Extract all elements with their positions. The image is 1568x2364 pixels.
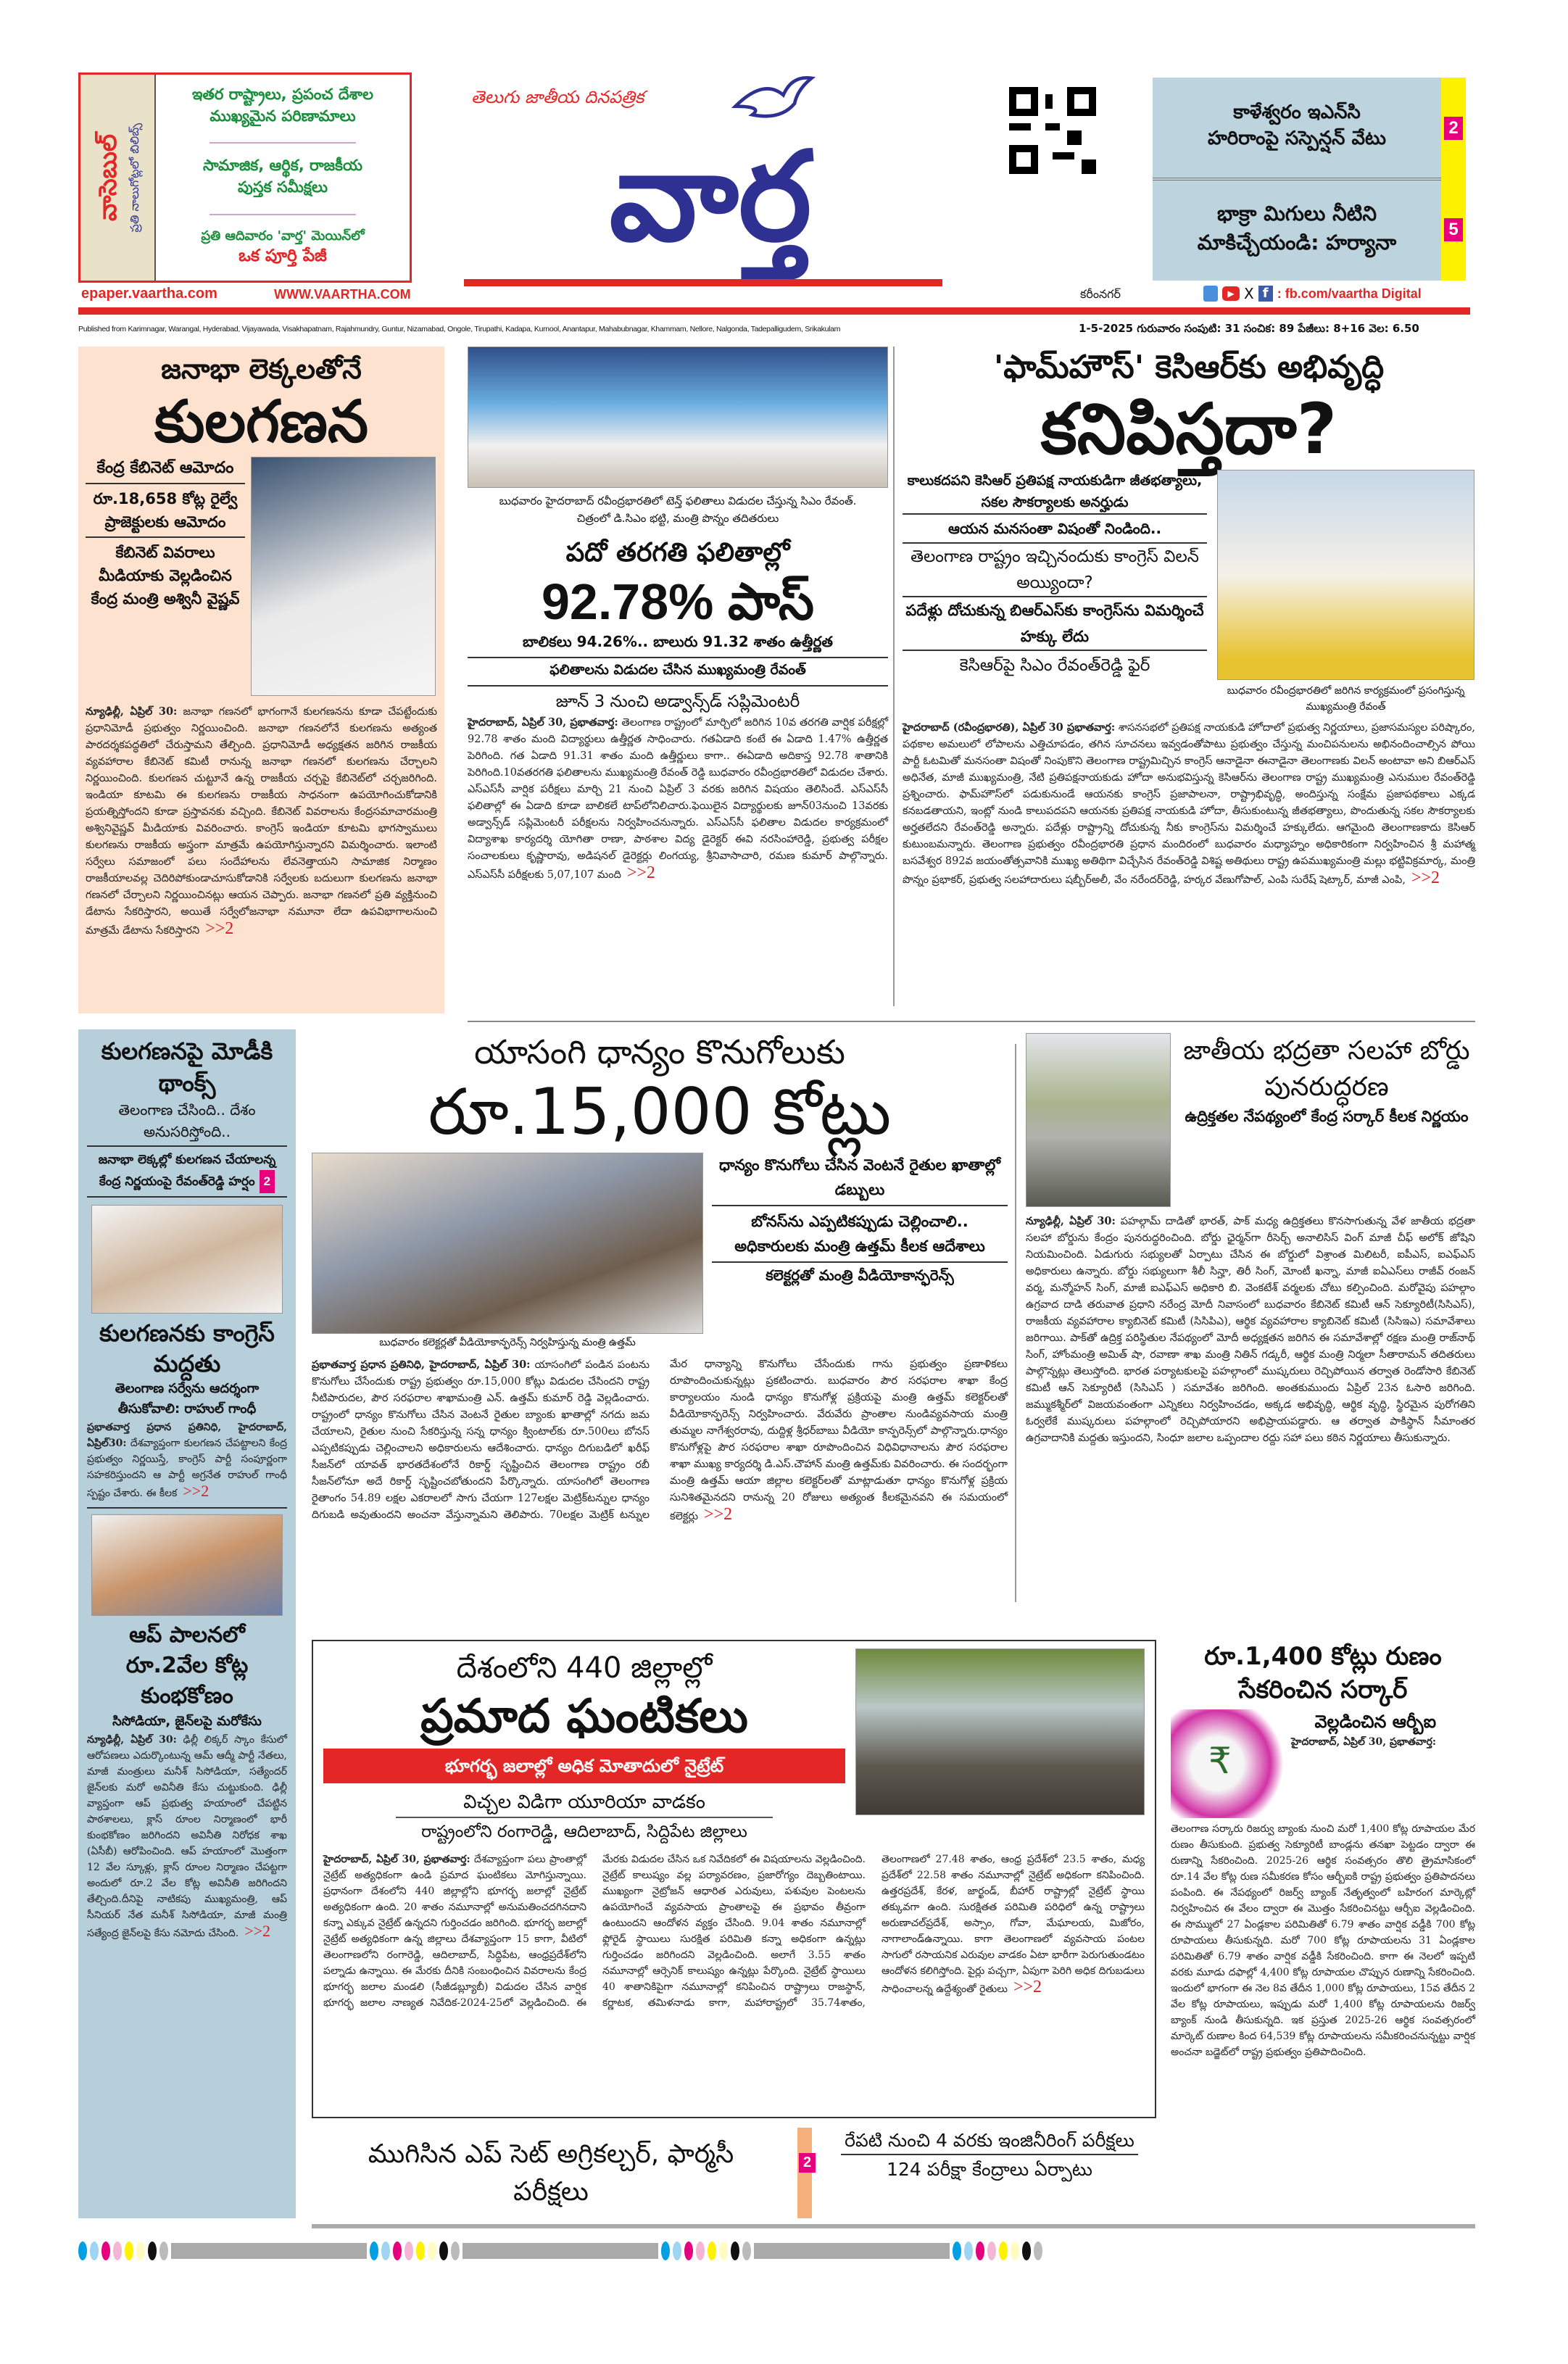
google-news-icon[interactable] xyxy=(1203,286,1218,302)
promo-line5: ప్రతి ఆదివారం 'వార్త' మెయిన్‌లో xyxy=(201,228,365,244)
water-pipe-photo xyxy=(855,1648,1145,1815)
minister-photo xyxy=(251,457,436,696)
engg-story[interactable] xyxy=(819,2128,1160,2218)
kcr-kicker: 'ఫామ్‌హౌస్' కెసిఆర్‌కు అభివృద్ధి xyxy=(993,349,1385,386)
edition-label: కరీంనగర్ xyxy=(1080,287,1121,301)
promo-line3: సామాజిక, ఆర్థిక, రాజకీయ xyxy=(202,157,363,175)
paddy-kicker: యాసంగి ధాన్యం కొనుగోలుకు xyxy=(474,1032,845,1071)
kcr-body xyxy=(903,719,1475,889)
sidebar-3-body xyxy=(87,1732,287,1941)
engg-headline: రేపటి నుంచి 4 వరకు ఇంజినీరింగ్ పరీక్షలు xyxy=(841,2128,1138,2155)
teaser-1-page[interactable]: 2 xyxy=(1444,117,1462,140)
ssc-continued-link[interactable]: >>2 xyxy=(626,863,655,882)
kcr-subhead: కెసిఆర్‌పై సిఎం రేవంత్‌రెడ్డి ఫైర్ xyxy=(959,656,1150,675)
color-registration-bar xyxy=(78,2240,1543,2262)
census-deck-2: రూ.18,658 కోట్ల రైల్వే ప్రాజెక్టులకు ఆమోదం xyxy=(86,484,245,538)
paddy-dateline: ప్రభాతవార్త ప్రధాన ప్రతినిధి, హైదరాబాద్, ఏప్రిల్ 30: xyxy=(312,1359,531,1371)
sidebar-3-dateline: న్యూఢిల్లీ, ఏప్రిల్ 30: xyxy=(87,1734,177,1746)
census-story xyxy=(78,347,444,1013)
eapcet-headline: ముగిసిన ఎప్ సెట్ అగ్రికల్చర్, ఫార్మసీ పరీక్షలు xyxy=(368,2139,734,2207)
ssc-photo-caption: బుధవారం హైదరాబాద్ రవీంద్రభారతిలో టెన్త్ ఫలితాలు విడుదల చేస్తున్న సిఎం రేవంత్. చిత్రంలో డి.సిఎం భట్టి, మంత్రి పొన్నం తదితరులు xyxy=(499,494,857,525)
teaser-2-line1: భాక్రా మిగులు నీటిని xyxy=(1216,202,1377,225)
ssc-subhead: జూన్ 3 నుంచి అడ్వాన్స్‌డ్ సప్లిమెంటరీ xyxy=(555,692,800,711)
paddy-body xyxy=(312,1356,1008,1525)
sidebar-2-body-text: దేశవ్యాప్తంగా కులగణన చేపట్టాలని కేంద్ర ప్రభుత్వం నిర్ణయిస్తే, కాంగ్రెస్ పార్టీ సంపూర్ణంగా సహకరిస్తుందని ఆ పార్టీ అగ్రనేత రాహుల్ గాంధీ స్పష్టం చేశారు. ఈ కీలక xyxy=(87,1438,288,1499)
promo-line6: ఒక పూర్తి పేజీ xyxy=(238,246,327,265)
alok-joshi-photo xyxy=(1026,1033,1171,1207)
kcr-deck-1: కాలుకదపని కెసిఆర్ ప్రతిపక్ష నాయకుడిగా జీతభత్యాలు, సకల సౌకర్యాలకు అనర్హుడు xyxy=(903,470,1207,515)
sidebar-2-body xyxy=(87,1419,287,1501)
paddy-deck-2: బోనస్‌ను ఎప్పటికప్పుడు చెల్లించాలి.. అధికారులకు మంత్రి ఉత్తమ్ కీలక ఆదేశాలు xyxy=(712,1206,1008,1263)
ssc-deck-1: బాలికలు 94.26%.. బాలురు 91.32 శాతం ఉత్తీర్ణత xyxy=(468,633,888,658)
nitrate-continued-link[interactable]: >>2 xyxy=(1013,1978,1042,1996)
census-body xyxy=(86,703,437,940)
sidebar xyxy=(78,1029,296,2218)
kcr-story xyxy=(903,347,1475,1013)
masthead-logo[interactable]: వార్త xyxy=(609,125,812,269)
teaser-2-line2: మాకిచ్చేయండి: హర్యానా xyxy=(1197,231,1397,254)
census-dateline: న్యూఢిల్లీ, ఏప్రిల్ 30: xyxy=(86,705,178,718)
nsab-dateline: న్యూఢిల్లీ, ఏప్రిల్ 30: xyxy=(1026,1215,1116,1227)
kcr-deck-3: తెలంగాణ రాష్ట్రం ఇచ్చినందుకు కాంగ్రెస్ విలన్ అయ్యిందా? xyxy=(903,544,1207,597)
paddy-deck-3: కలెక్టర్లతో మంత్రి వీడియోకాన్ఫరెన్స్ xyxy=(766,1266,954,1284)
kcr-deck-4: పదేళ్లు దోచుకున్న బిఆర్ఎస్‌కు కాంగ్రెస్‌ను విమర్శించే హక్కు లేదు xyxy=(903,597,1207,651)
nitrate-body-text: దేశవ్యాప్తంగా పలు ప్రాంతాల్లో నైట్రేట్ అత్యధికంగా ఉండి ప్రమాద ఘంటికలు మోగిస్తున్నాయి. ప్రధానంగా దేశంలోని 440 జిల్లాల్లోని భూగర్భ జలాల్లో నైట్రేట్ అత్యధికంగా ఉంది. 20 శాతం నమూనాల్లో అనుమతించదగినదాని కన్నా ఎక్కువ నైట్రేట్ ఉన్నదని గుర్తించడం జరిగింది. భూగర్భ జలాల్లో నైట్రేట్ అత్యధికంగా ఉన్న జిల్లాలు దేశవ్యాప్తంగా 15 కాగా, వీటిలో తెలంగాణలోని రంగారెడ్డి, ఆదిలాబాద్, సిద్ధిపేట, ఆంధ్రప్రదేశ్‌లోని పల్నాడు ఉన్నాయి. ఈ మేరకు దీనికి సంబంధించిన వివరాలను కేంద్ర భూగర్భ జలాల మండలి (సీజీడబ్ల్యూబీ) విడుదల చేసిన వార్షిక భూగర్భ జలాల నాణ్యత నివేదిక-2024-25లో వెల్లడించింది. ఈ మేరకు విడుదల చేసిన ఒక నివేదికలో ఈ విషయాలను వెల్లడించింది. నైట్రేట్ కాలుష్యం వల్ల పర్యావరణం, ప్రజారోగ్యం దెబ్బతింటాయి. ముఖ్యంగా నైట్రోజన్ ఆధారిత ఎరువులు, పశువుల పెంటలను ఉపయోగించే వ్యవసాయ ప్రాంతాలపై ఈ ప్రభావం తీవ్రంగా ఉంటుందని ఆందోళన వ్యక్తం చేసింది. 9.04 శాతం నమూనాల్లో ఫ్లోరైడ్ స్థాయిలు సురక్షిత పరిమితి కన్నా అధికంగా ఉన్నట్లు గుర్తించడం జరిగిందని వెల్లడించింది. అలాగే 3.55 శాతం నమూనాల్లో ఆర్సెనిక్ కాలుష్యం ఉన్నట్లు పేర్కొంది. నైట్రేట్ స్థాయిలు 40 శాతానికిపైగా నమూనాల్లో కనిపించిన రాష్ట్రాలు రాజస్థాన్, కర్ణాటక, తమిళనాడు కాగా, మహారాష్ట్రలో 35.74శాతం, తెలంగాణలో 27.48 శాతం, ఆంధ్ర ప్రదేశ్‌లో 23.5 శాతం, మధ్య ప్రదేశ్‌లో 22.58 శాతం నమూనాల్లో నైట్రేట్ అధికంగా కనిపించింది. ఉత్తరప్రదేశ్, కేరళ, జార్ఖండ్, బీహార్ రాష్ట్రాల్లో నైట్రేట్ స్థాయి తక్కువగా ఉంది. సురక్షితత పరిమితి పరిధిలో ఉన్న రాష్ట్రాలు అరుణాచల్‌ప్రదేశ్, అస్సాం, గోవా, మేఘాలయ, మిజోరం, నాగాలాండ్‌ఉన్నాయి. కాగా తెలంగాణలో వ్యవసాయ పంటల సాగులో రసాయనిక ఎరువుల వాడకం ఏటా భారీగా పెరుగుతుండటం ఆందోళన కలిగిస్తోంది. పైర్లు పచ్చగా, ఏపుగా పెరిగి అధిక దిగుబడులు సాధించాలన్న ఉద్దేశ్యంతో రైతులు xyxy=(323,1854,1145,2009)
census-deck-3: కేబినెట్ వివరాలు మీడియాకు వెల్లడించిన కేంద్ర మంత్రి అశ్వినీ వైష్ణవ్ xyxy=(91,544,240,607)
nitrate-headline: ప్రమాద ఘంటికలు xyxy=(420,1690,748,1743)
kcr-deck-2: ఆయన మనసంతా విషంతో నిండింది.. xyxy=(903,515,1207,544)
teaser-1-line2: హరిరాంపై సస్పెన్షన్ వేటు xyxy=(1207,128,1387,149)
ssc-body xyxy=(468,714,888,884)
engg-deck: 124 పరీక్షా కేంద్రాలు ఏర్పాటు xyxy=(887,2159,1092,2180)
nitrate-kicker: దేశంలోని 440 జిల్లాల్లో xyxy=(456,1651,713,1685)
sidebar-item-1[interactable] xyxy=(87,1035,287,1198)
promo-line1: ఇతర రాష్ట్రాలు, ప్రపంచ దేశాల xyxy=(192,86,373,104)
paddy-headline: రూ.15,000 కోట్లు xyxy=(428,1074,892,1149)
ssc-headline: 92.78% పాస్ xyxy=(541,573,814,630)
loan-story xyxy=(1171,1640,1475,2205)
sidebar-2-continued-link[interactable]: >>2 xyxy=(183,1482,210,1500)
sidebar-item-3[interactable] xyxy=(87,1620,287,1941)
sidebar-1-headline: కులగణనపై మోడీకి థాంక్స్ xyxy=(101,1037,273,1097)
kcr-continued-link[interactable]: >>2 xyxy=(1411,868,1440,887)
nsab-story xyxy=(1026,1033,1475,1635)
loan-dateline: హైదరాబాద్, ఏప్రిల్ 30, ప్రభాతవార్త: xyxy=(1291,1736,1437,1748)
ssc-kicker: పదో తరగతి ఫలితాల్లో xyxy=(565,538,790,568)
sidebar-3-body-text: ఢిల్లీ లిక్కర్ స్కాం కేసులో ఆరోపణలు ఎదుర్కొంటున్న ఆమ్ ఆద్మీ పార్టీ నేతలు, మాజీ మంత్రులు మనీశ్ సిసోడియా, సత్యేందర్ జైన్‌లకు మరో అవినీతి కేసు చుట్టుకుంది. ఢిల్లీ వ్యాప్తంగా ఆప్ ప్రభుత్వ హయాంలో చేపట్టిన పాఠశాలలు, క్లాస్ రూంల నిర్మాణంలో భారీ కుంభకోణం జరిగిందని అవినీతి నిరోధక శాఖ (ఏసీబీ) ఆరోపించింది. ఆప్ హయాంలో మొత్తంగా 12 వేల స్కూళ్లు, క్లాస్ రూంల నిర్మాణం చేపట్టగా అందులో రూ.2 వేల కోట్ల అవినీతి జరిగిందని తేల్చింది.దీనిపై నాటికపు ముఖ్యమంత్రి, ఆప్ సీనియర్ నేత మనీశ్ సిసోడియా, మాజీ మంత్రి సత్యేంద్ర జైన్‌లపై కేసు నమోదు చేసింది. xyxy=(87,1734,288,1939)
nitrate-deck-2: రాష్ట్రంలోని రంగారెడ్డి, ఆదిలాబాద్, సిద్దిపేట జిల్లాలు xyxy=(421,1822,747,1841)
ssc-story xyxy=(468,347,888,1013)
video-conference-photo xyxy=(312,1153,703,1334)
x-icon[interactable]: X xyxy=(1244,285,1254,302)
ssc-results-photo xyxy=(468,347,888,488)
sidebar-2-deck: తెలంగాణ సర్వేను ఆదర్శంగా తీసుకోవాలి: రాహుల్ గాంధీ xyxy=(115,1381,260,1417)
qr-code-icon[interactable] xyxy=(1009,87,1096,174)
nitrate-banner: భూగర్భ జలాల్లో అధిక మోతాదులో నైట్రేట్ xyxy=(323,1749,845,1783)
promo-line2: ముఖ్యమైన పరిణామాలు xyxy=(210,107,356,125)
sidebar-2-dateline: ప్రభాతవార్త ప్రధాన ప్రతినిధి, హైదరాబాద్, ఏప్రిల్30: xyxy=(87,1422,287,1449)
nsab-body xyxy=(1026,1213,1475,1447)
dateline-bar: 1-5-2025 గురువారం సంపుటి: 31 సంచిక: 89 పేజీలు: 8+16 వెల: 6.50 xyxy=(1079,322,1419,335)
paddy-deck-1: ధాన్యం కొనుగోలు చేసిన వెంటనే రైతుల ఖాతాల్లో డబ్బులు xyxy=(712,1153,1008,1206)
nsab-deck: ఉద్రిక్తతల నేపథ్యంలో కేంద్ర సర్కార్ కీలక నిర్ణయం xyxy=(1185,1108,1469,1125)
rupee-icon: ₹ xyxy=(1208,1740,1232,1782)
ssc-deck-2: ఫలితాలను విడుదల చేసిన ముఖ్యమంత్రి రేవంత్ xyxy=(468,658,888,687)
sidebar-1-teaser: జనాభా లెక్కల్లో కులగణన చేయాలన్న కేంద్ర నిర్ణయంపై రేవంత్‌రెడ్డి హర్షం xyxy=(98,1153,276,1189)
published-from: Published from Karimnagar, Warangal, Hyderabad, Vijayawada, Visakhapatnam, Rajahmundry, Guntur, Nizamabad, Ongole, Tirupathi, Kadapa, Kurnool, Anantapur, Mahabubnagar, Khammam, Nellore, Nalgonda, Tadepalligudem, Srikakulam xyxy=(78,325,841,333)
kcr-photo-caption: బుధవారం రవీంద్రభారతిలో జరిగిన కార్యక్రమంలో ప్రసంగిస్తున్న ముఖ్యమంత్రి రేవంత్ xyxy=(1227,685,1465,713)
teaser-box xyxy=(1153,78,1466,281)
ssc-dateline: హైదరాబాద్, ఏప్రిల్ 30, ప్రభాతవార్త: xyxy=(468,716,618,729)
teaser-2-page[interactable]: 5 xyxy=(1444,218,1462,241)
sidebar-2-headline: కులగణనకు కాంగ్రెస్ మద్దతు xyxy=(99,1319,275,1377)
census-kicker: జనాభా లెక్కలతోనే xyxy=(161,353,362,385)
promo-ad xyxy=(78,72,412,283)
nitrate-deck-1: విచ్చల విడిగా యూరియా వాడకం xyxy=(396,1788,773,1818)
loan-body: తెలంగాణ సర్కారు రిజర్వు బ్యాంకు నుంచి మరో 1,400 కోట్ల రూపాయల మేర రుణం తీసుకుంది. ప్రభుత్వ సెక్యూరిటీ బాండ్లను తనఖా పెట్టడం ద్వారా ఈ రుణాన్ని సేకరించింది. 2025-26 ఆర్థిక సంవత్సరం తొలి త్రైమాసికంలో రూ.14 వేల కోట్ల రుణ సమీకరణ కోసం ఆర్బీఐకి రాష్ట్ర ప్రభుత్వం ప్రతిపాదనలు పంపింది. ఈ నేపథ్యంలో రిజర్వ్ బ్యాంక్ నేతృత్వంలో బహిరంగ మార్కెట్లో నిర్వహించిన ఈ వేలం ద్వారా ఈ మొత్తం సేకరించినట్టు ఆర్బీఐ వెల్లడించింది. ఈ సొమ్ములో 27 ఏండ్లకాల పరిమితితో 6.79 శాతం వార్షిక వడ్డీకి 700 కోట్ల రూపాయలు తీసుకున్నది. మరో 700 కోట్ల రూపాయలను 31 ఏండ్లకాల పరిమితితో 6.79 శాతం వార్షిక వడ్డీకి సేకరించింది. కాగా ఈ నెలలో ఇప్పటి వరకు మూడు దఫాల్లో 4,400 కోట్ల రూపాయల చొప్పున రుణాన్ని సేకరించింది. ఇందులో భాగంగా ఈ నెల 8వ తేదీన 1,000 కోట్ల రూపాయలు, 15వ తేదీన 2 వేల కోట్ల రూపాయలు, ఇప్పుడు మరో 1,400 కోట్ల రూపాయలను రిజర్వ్ బ్యాంక్ నుండి తీసుకున్నది. ఇక ప్రస్తుత 2025-26 ఆర్థిక సంవత్సరంలో మార్కెట్ రుణాల కింద 64,539 కోట్ల రూపాయలను సమీకరించనున్నట్టు వార్షిక అంచనా బడ్జెట్‌లో రాష్ట్ర ప్రభుత్వం ప్రతిపాదించింది. xyxy=(1171,1823,1475,2058)
promo-line4: పుస్తక సమీక్షలు xyxy=(237,178,328,196)
money-bag-illustration xyxy=(1171,1709,1287,1818)
kcr-headline: కనిపిస్తదా? xyxy=(1040,389,1337,470)
sidebar-3-deck: సిసోడియా, జైన్‌లపై మరోకేసు xyxy=(112,1714,262,1729)
sisodia-jain-photo xyxy=(91,1514,283,1616)
census-deck-1: కేంద్ర కేబినెట్ ఆమోదం xyxy=(86,457,245,484)
rahul-gandhi-photo xyxy=(91,1205,283,1314)
paddy-story xyxy=(312,1029,1008,1631)
nitrate-story xyxy=(312,1640,1156,2118)
nsab-headline: జాతీయ భద్రతా సలహా బోర్డు పునరుద్ధరణ xyxy=(1183,1036,1470,1102)
sidebar-1-deck: తెలంగాణ చేసింది.. దేశం అనుసరిస్తోంది.. xyxy=(87,1099,287,1147)
sidebar-3-continued-link[interactable]: >>2 xyxy=(244,1922,271,1940)
kcr-dateline: హైదరాబాద్ (రవీంద్రభారతి), ఏప్రిల్ 30 ప్రభాతవార్త: xyxy=(903,721,1116,734)
nitrate-dateline: హైదరాబాద్, ఏప్రిల్ 30, ప్రభాతవార్త: xyxy=(323,1854,470,1865)
census-headline: కులగణన xyxy=(154,388,369,455)
loan-deck: వెల్లడించిన ఆర్బీఐ xyxy=(1314,1712,1437,1732)
nitrate-body xyxy=(323,1851,1145,2011)
loan-headline: రూ.1,400 కోట్లు రుణం సేకరించిన సర్కార్ xyxy=(1204,1642,1442,1704)
sidebar-item-2[interactable] xyxy=(87,1318,287,1501)
facebook-icon[interactable]: f xyxy=(1258,286,1273,302)
census-continued-link[interactable]: >>2 xyxy=(205,919,234,938)
masthead-tagline: తెలుగు జాతీయ దినపత్రిక xyxy=(471,87,644,107)
promo-ad-side xyxy=(80,75,156,281)
eapcet-story[interactable] xyxy=(312,2128,790,2218)
kcr-body-text: శాసనసభలో ప్రతిపక్ష నాయకుడి హోదాలో ప్రభుత్వ నిర్ణయాలు, ప్రజాసమస్యల పరిష్కారం, పథకాల అమలులో లోపాలను ఎత్తిచూపడం, తగిన సూచనలు ఇవ్వడంతోపాటు ప్రభుత్వం చేస్తున్న మంచిపనులను అభినందించాల్సిన పోయి పార్టీ ఓటమితో మనసంతా విషంతో నింపుకొని తెలంగాణ రాష్ట్రమిచ్చిన కాంగ్రెస్ ఆనాడైనా ఈనాడైనా తెలంగాణకు విలన్ అంటావా అని బిఆర్ఎస్ అధినేత, మాజీ ముఖ్యమంత్రి, నేటి ప్రతిపక్షనాయకుడు హోదా అనుభవిస్తున్న కెసిఆర్‌ను తెలంగాణ రాష్ట్ర ముఖ్యమంత్రి ఎనుముల రేవంత్‌రెడ్డి ప్రశ్నించారు. ఫామ్‌హౌస్‌లో పడుకునుండే ఆయనకు కాంగ్రెస్ ప్రజాపాలనా, రాష్ట్రాభివృద్ధి, అందిస్తున్న సంక్షేమ ప్రజాపథకాలు ఎక్కడ కనబడతాయని, ఇంట్లో నుండి కాలుపదపని ఆయనకు ప్రతిపక్ష నాయకుడి హోదా, తీసుకుంటున్న జీతభత్యాలు, పొందుతున్న సకల సౌకర్యాలకు అర్హతలేదని రేవంత్‌రెడ్డి అన్నారు. పదేళ్లు రాష్ట్రాన్ని దోచుకున్న నీకు కాంగ్రెస్‌ను విమర్శించే హక్కులేదు. ఆగమైంది తెలంగాణకాదు కెసిఆర్ కుటుంబమన్నారు. తెలంగాణ ప్రభుత్వం రవీంద్రభారతి ప్రధాన మందిరంలో బుధవారం మధ్యాహ్నం అధికారికంగా నిర్వహించిన శ్రీ మహాత్మ బసవేశ్వర 892వ జయంతోత్సవానికి ముఖ్య అతిథిగా విచ్చేసిన రేవంత్‌రెడ్డి విశిష్ట అతిథులు రాష్ట్ర ఉపముఖ్యమంత్రి మల్లు భట్టివిక్రమార్క, మంత్రి పొన్నం ప్రభాకర్, ప్రభుత్వ సలహాదారులు షబ్బీర్‌అలీ, వేం నరేందర్‌రెడ్డి, హర్కర వేణుగోపాల్, ఎంపి సురేష్ షెట్కార్, మాజీ ఎంపి, xyxy=(903,722,1475,886)
teaser-2[interactable] xyxy=(1153,181,1441,281)
teaser-1-line1: కాళేశ్వరం ఇఎన్‌సి xyxy=(1233,101,1361,123)
ssc-body-text: తెలంగాణ రాష్ట్రంలో మార్చిలో జరిగిన 10వ తరగతి వార్షిక పరీక్షల్లో 92.78 శాతం మంది విద్యార్థులు ఉత్తీర్ణత సాధించారు. గతఏడాది కంటే ఈ ఏడాది 1.47% ఉత్తీర్ణత పెరిగింది. గత ఏడాది 91.31 శాతం మంది ఉత్తీర్ణులు కాగా.. ఈఏడాది అదికాస్త 92.78 శాతానికి పెరిగింది.10వతరగతి ఫలితాలను ముఖ్యమంత్రి రేవంత్ రెడ్డి బుధవారం రవీంద్రభారతిలో విడుదల చేశారు. ఎస్ఎస్‌సీ వార్షిక పరీక్షలు మార్చి 21 నుంచి ఏప్రిల్ 3 వరకు జరిగిన విషయం తెలిసిందే. ఎస్ఎస్‌సీ ఫలితాల్లో ఈ ఏడాది కూడా బాలికలే టాప్‌లోనిలిచారు.ఫెయిలైన విద్యార్థులకు జూన్03నుంచి 13వరకు అడ్వాన్స్‌డ్ సప్లిమెంటరీ పరీక్షలను నిర్వహించనున్నారు. ఎస్ఎస్‌సీ ఫలితాల విడుదల కార్యక్రమంలో విద్యాశాఖ కార్యదర్శి యోగితా రాణా, పాఠశాల విద్య డైరెక్టర్ ఈవి నరసింహారెడ్డి, ప్రభుత్వ పరీక్షల సంచాలకులు కృష్ణారావు, అడిషనల్ డైరెక్టర్లు లింగయ్య, శ్రీనివాసాచారి, రమణ కుమార్ పాల్గొన్నారు. ఎస్ఎస్‌సీ పరీక్షలకు 5,07,107 మంది xyxy=(468,717,889,881)
nsab-body-text: పహల్గామ్ దాడితో భారత్, పాక్ మధ్య ఉద్రిక్తతలు కొనసాగుతున్న వేళ జాతీయ భద్రతా సలహా బోర్డును కేంద్రం పునరుద్ధరించింది. బోర్డు ఛైర్మన్‌గా రీసెర్చ్ అనాలిసిస్ వింగ్ మాజీ చీఫ్ అలోక్ జోషిని నియమించింది. ఏడుగురు సభ్యులతో ఏర్పాటు చేసిన ఈ బోర్డులో విశ్రాంత మిలిటరీ, ఐపీఎస్, ఐఎఫ్ఎస్ అధికారులు ఉన్నారు. బోర్డు సభ్యులుగా శీలీ సిన్హా, తిరీ సింగ్, మోంటీ ఖన్నా, మాజీ ఐఏఎస్‌లు రాజీవ్ రంజన్ వర్మ, మన్మోహన్ సింగ్, మాజీ ఐఎఫ్ఎస్ అధికారి బి. వెంకటేశ్ వర్మలకు చోటు కల్పించింది. మరోవైపు పహల్గాం ఉగ్రవాద దాడి తరువాత ప్రధాని నరేంద్ర మోదీ నివాసంలో బుధవారం కేబినెట్ కమిటీ ఆన్ సెక్యూరిటీ(సిసిఎస్), రాజకీయ వ్యవహారాల క్యాబినెట్ కమిటీ (సిసిపిఎ), ఆర్థిక వ్యవహారాల క్యాబినెట్ కమిటీ (సిసిఇఎ) సమావేశాలు జరిగాయి. పాక్‌తో ఉద్రిక్త పరిస్థితుల నేపథ్యంలో మోదీ అధ్యక్షతన జరిగిన ఈ సమావేశాల్లో రక్షణ మంత్రి రాజ్‌నాథ్ సింగ్, హోంమంత్రి అమిత్ షా, రవాణా శాఖ మంత్రి నితిన్ గడ్కరీ, ఆర్థిక మంత్రి నిర్మలా సీతారామన్ తదితరులు పాల్గొన్నట్లు తెలుస్తోంది. భారత పర్యాటకులపై పహల్గాంలో ముష్కరులు రెచ్చిపోయిన తర్వాత రెండోసారి కేబినెట్ కమిటీ ఆన్ సెక్యూరిటీ (సిసిఎస్ ) సమావేశం జరిగింది. అంతకుముందు ఏప్రిల్ 23న ఓసారి జరిగింది. జమ్ముకశ్మీర్‌లో విజయవంతంగా ఎన్నికలు నిర్వహించడం, అక్కడ అభివృద్ధి, ఆర్థిక వృద్ధి, స్థిరమైన పురోగతిని ఓర్వలేకే ముష్కరులు పహల్గాంలో రెచ్చిపోయారని అభిప్రాయపడ్డారు. ఆ తర్వాత పాకిస్థాన్ సీమాంతర ఉగ్రవాదానికి మద్దతు ఇస్తుందని, సింధూ జలాల ఒప్పందాల రద్దు సహా పలు కఠిన నిర్ణయాలు తీసుకున్నారు. xyxy=(1026,1216,1475,1444)
sidebar-3-headline: ఆప్ పాలనలో రూ.2వేల కోట్ల కుంభకోణం xyxy=(125,1622,249,1709)
promo-ad-side-subtitle: ప్రతి నాలుగోట్లలో బిలిబ్స్ xyxy=(128,123,141,233)
engg-page[interactable]: 2 xyxy=(799,2153,816,2173)
website-link[interactable]: WWW.VAARTHA.COM xyxy=(274,287,411,302)
dove-logo-icon xyxy=(718,72,826,123)
paddy-body-text: యాసంగిలో పండిన పంటను కొనుగోలు చేసేందుకు రాష్ట్ర ప్రభుత్వం రూ.15,000 కోట్లు విడుదల చేసిందని రాష్ట్ర నీటిపారుదల, పౌర సరఫరాల శాఖామంత్రి ఎన్. ఉత్తమ్ కుమార్ రెడ్డి వెల్లడించారు. రాష్ట్రంలో ధాన్యం కొనుగోలు చేసిన వెంటనే రైతుల బ్యాంకు ఖాతాల్లో నగదు జమ చేయాలని, రైతుల నుంచి సేకరిస్తున్న సన్న ధాన్యం క్వింటాల్‌కు రూ.500లు బోనస్ ఎప్పటికప్పుడు చెల్లించాలని అధికారులను ఆదేశించారు. ధాన్యం దిగుబడిలో ఖరీఫ్ సీజన్‌లో యావత్ భారతదేశంలోనే రికార్డ్ సృష్టించిన తెలంగాణ రాష్ట్రం రబీ సీజన్‌లోనూ అదే రికార్డ్ సృష్టించబోతుందని పేర్కొన్నారు. యాసంగిలో తెలంగాణ రైతాంగం 54.89 లక్షల ఎకరాలలో సాగు చేయగా 127లక్షల మెట్రిక్‌టన్నుల ధాన్యం దిగుబడి అవుతుందని అంచనా వేస్తున్నామని తెలిపారు. 70లక్షల మెట్రిక్ టన్నుల మేర ధాన్యాన్ని కొనుగోలు చేసేందుకు గాను ప్రభుత్వం ప్రణాళికలు రూపొందించుకున్నట్లు ప్రకటించారు. బుధవారం పౌర సరఫరాల శాఖా కేంద్ర కార్యాలయం నుండి ధాన్యం కొనుగోళ్ల ప్రక్రియపై మంత్రి ఉత్తమ్ కలెక్టర్‌లతో వీడియోకాన్ఫరెన్స్ నిర్వహించారు. వేరువేరు ప్రాంతాల నుండివ్యవసాయ మంత్రి తుమ్మల నాగేశ్వరరావు, దుద్దిళ్ల శ్రీధర్‌బాబు వీడియో కాన్ఫరెన్స్‌లో పాల్గొన్నారు.ధాన్యం కొనుగోళ్లపై పౌర సరఫరాల శాఖా రూపొందించిన విధివిధానాలను పౌర సరఫరాల శాఖా ముఖ్య కార్యదర్శి డి.ఎస్.చౌహాన్ మంత్రి ఉత్తమ్‌కు వివరించారు. ఈ సందర్భంగా మంత్రి ఉత్తమ్ ఆయా జిల్లాల కలెక్టర్‌లతో మాట్లాడుతూ ధాన్యం కొనుగోళ్ల ప్రక్రియ సునిశితమైనదని రానున్న 20 రోజులు అత్యంత కీలకమైనవని ఈ సమయంలో కలెక్టర్లు xyxy=(312,1359,1008,1522)
promo-ad-side-title: వాసెబుల్ xyxy=(94,133,123,222)
revanth-photo xyxy=(1217,470,1474,680)
paddy-photo-caption: బుధవారం కలెక్టర్లతో వీడియోకాన్ఫరెన్స్ నిర్వహిస్తున్న మంత్రి ఉత్తమ్ xyxy=(379,1337,636,1348)
paddy-continued-link[interactable]: >>2 xyxy=(704,1505,733,1524)
sidebar-1-page[interactable]: 2 xyxy=(260,1170,275,1193)
social-handle[interactable]: : fb.com/vaartha Digital xyxy=(1277,286,1422,301)
census-body-text: జనాభా గణనలో భాగంగానే కులగణనను కూడా చేపట్టేందుకు ప్రధానిమోడీ ప్రభుత్వం నిర్ణయించింది. జనాభా గణనలోనే కులగణను అత్యంత పారదర్శకపద్ధతిలో చేరుస్తామని తేల్చింది. ప్రధానిమోడీ అధ్యక్షతన జరిగిన రాజకీయ వ్యవహారాల కేబినెట్ కమిటీ రానున్న జనాభా గణనలో కులగణను చేర్చాలని నిర్ణయించింది. కులగణన చుట్టూనే ఉన్న రాజకీయ చర్చపై కేబినెట్‌లో చర్చజరిగింది. ఇండియా కూటమి ఈ కులగణను రాజకీయ సాధనంగా ఉపయోగించుకోడానికి ప్రయత్నిస్తోందని కూడా ప్రస్తావనకు వచ్చింది. కేబినెట్ వివరాలను కేంద్రసమాచారమంత్రి అశ్వినివైష్ణవ్ మీడియాకు వివరించారు. కాంగ్రెస్ ఇండియా కూటమి భాగస్వాములు కులగణను రాజకీయ అస్త్రంగా మాత్రమే ఉపయోగిస్తున్నారని విమర్శించారు. ఇలాంటి సర్వేలు సమాజంలో పలు సందేహాలను లేవనెత్తాయని సామాజిక నిర్మాణం రాజకీయాలవల్ల చెదిరిపోకుండాచూసుకోడానికి సర్వేలకు బదులుగా కులగణను జనాభా గణనలో చేర్చాలని నిర్ణయించినట్లు ఆయన చెప్పారు. జనాభా గణనలో ప్రతి వ్యక్తినుంచి డేటాను సేకరిస్తారని, అయితే సర్వేలోజనాభా నమూనా లేదా ఉపవిభాగాలనుంచి మాత్రమే డేటాను సేకరిస్తారని xyxy=(86,706,437,937)
epaper-link[interactable]: epaper.vaartha.com xyxy=(81,286,217,302)
teaser-1[interactable] xyxy=(1153,78,1441,181)
youtube-icon[interactable]: ▶ xyxy=(1222,286,1240,301)
